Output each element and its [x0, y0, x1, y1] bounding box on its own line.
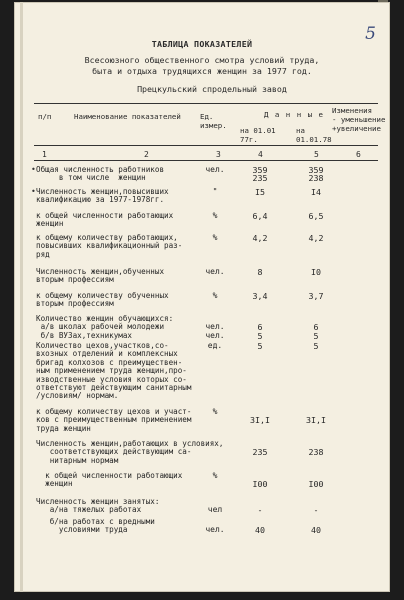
value-1977: 235 [252, 447, 268, 458]
value-1978: 6 5 [313, 322, 319, 341]
row-bullet-mark: • [31, 165, 36, 174]
row-bullet-mark: • [31, 187, 36, 196]
indicator-unit: % [212, 471, 218, 480]
value-1977: 40 [255, 525, 265, 536]
indicator-name: Общая численность работников в том числе женщин [36, 165, 165, 183]
indicator-unit: " [212, 187, 218, 196]
page-number: 5 [365, 24, 376, 44]
indicator-unit: чел. [205, 525, 225, 535]
indicator-name: к общему количеству цехов и участ- ков с преимущественным применением труда женщин [36, 407, 192, 433]
col-number-4: 4 [258, 150, 263, 159]
col-number-2: 2 [144, 150, 149, 159]
col-header-date-1977: на 01.01 77г. [240, 126, 276, 144]
col-header-change: Изменения - уменьшение +увеличение [332, 106, 386, 133]
col-header-unit: Ед. измер. [200, 112, 227, 130]
value-1977: 3,4 [252, 291, 268, 301]
value-1978: 5 [313, 341, 319, 351]
col-header-date-1978: на 01.01.78 [296, 126, 332, 144]
col-number-5: 5 [314, 150, 319, 159]
indicator-name: Количество цехов,участков,со- вхозных отделений и комплексных бригад колхозов с преимуществен- ным применением труда женщин,про- изводственные условия которых со- ответствуют действующим санитарным /условиям/ нормам. [36, 341, 192, 401]
indicator-name: к общей численности работающих женщин [36, 211, 174, 229]
value-1977: 8 [257, 267, 263, 277]
value-1978: 40 [311, 525, 321, 536]
indicator-unit: чел [207, 505, 223, 515]
organization-name: Прецкульский спродельный завод [137, 84, 287, 94]
indicator-unit: % [212, 291, 218, 300]
value-1978: I0 [311, 267, 321, 277]
value-1977: 359 235 [252, 165, 268, 184]
indicator-name: Количество женщин обучающихся: а/в школах рабочей молодежи б/в ВУЗах,техникумах [36, 314, 174, 340]
header-bottom-rule [34, 145, 378, 146]
indicator-name: к общему количеству обученных вторым профессиям [36, 291, 169, 309]
indicator-unit: ед. [207, 341, 223, 350]
col-header-data: Д а н н ы е [264, 110, 324, 119]
document-page [14, 2, 390, 592]
value-1978: 6,5 [308, 211, 324, 221]
value-1978: 359 238 [308, 165, 324, 184]
page-margin-line [20, 2, 23, 592]
value-1978: 3,7 [308, 291, 324, 301]
column-numbers-rule [34, 160, 378, 161]
indicator-unit: чел. чел. [205, 322, 225, 340]
value-1977: 6 5 [257, 322, 263, 341]
value-1978: I00 [308, 479, 324, 490]
value-1977: - [257, 505, 263, 516]
col-number-3: 3 [216, 150, 221, 159]
indicator-name: Численность женщин,повысивших квалификацию за 1977-1978гг. [36, 187, 169, 205]
value-1977: I00 [252, 479, 268, 490]
indicator-name: к общей численности работающих женщин [45, 471, 183, 489]
value-1977: I5 [255, 187, 265, 197]
col-header-name: Наименование показателей [74, 112, 181, 121]
indicator-name: к общему количеству работающих, повысивших квалификационный раз- ряд [36, 233, 183, 259]
value-1977: 3I,I [250, 415, 270, 426]
value-1978: 3I,I [306, 415, 326, 426]
indicator-name: б/на работах с вредными условиями труда [49, 517, 155, 535]
table-title: ТАБЛИЦА ПОКАЗАТЕЛЕЙ [151, 39, 253, 49]
col-header-num: п/п [38, 112, 52, 121]
subtitle-line-2: быта и отдыха трудящихся женщин за 1977 год. [92, 66, 312, 76]
value-1977: 5 [257, 341, 263, 351]
value-1978: I4 [311, 187, 321, 197]
indicator-unit: чел. [205, 267, 225, 276]
indicator-unit: чел. [205, 165, 225, 174]
value-1978: 4,2 [308, 233, 324, 243]
value-1977: 4,2 [252, 233, 268, 243]
indicator-name: Численность женщин,обученных вторым профессиям [36, 267, 165, 285]
table-top-rule [34, 103, 378, 104]
indicator-name: Численность женщин занятых: а/на тяжелых работах [36, 497, 160, 515]
value-1978: 238 [308, 447, 324, 458]
indicator-unit: % [212, 211, 218, 220]
indicator-unit: % [212, 233, 218, 242]
col-number-6: 6 [356, 150, 361, 159]
subtitle-line-1: Всесоюзного общественного смотра условий труда, [84, 55, 320, 65]
value-1978: - [313, 505, 319, 516]
indicator-name: Численность женщин,работающих в условиях, соответствующих действующим са- нитарным нормам [36, 439, 224, 465]
col-number-1: 1 [42, 150, 47, 159]
indicator-unit: % [212, 407, 218, 416]
value-1977: 6,4 [252, 211, 268, 221]
